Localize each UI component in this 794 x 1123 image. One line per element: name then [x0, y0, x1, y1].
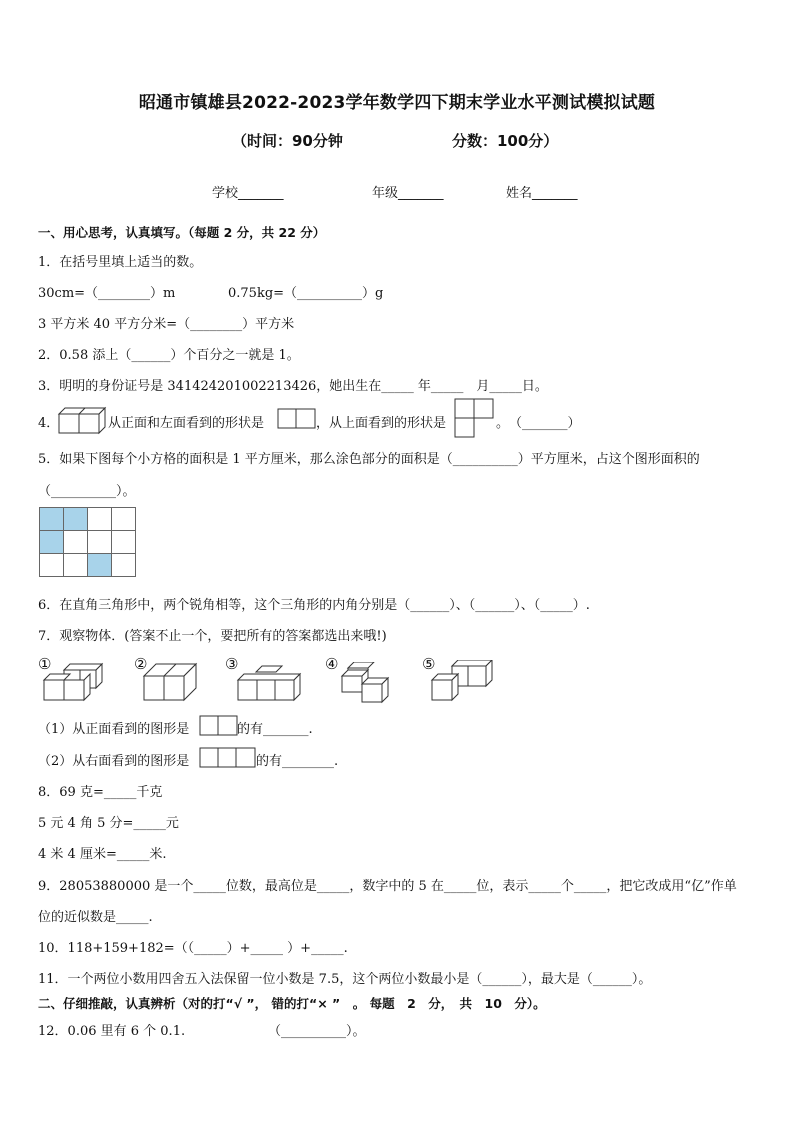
- grid-cell-shaded: [40, 508, 64, 531]
- grid-cell: [88, 531, 112, 554]
- question-12-answer[interactable]: （__________）。: [268, 1024, 366, 1039]
- question-7-part1-answer[interactable]: 的有_______.: [237, 722, 313, 737]
- page-title: 昭通市镇雄县2022-2023学年数学四下期末学业水平测试模拟试题: [138, 93, 656, 113]
- figure-label-2: ②: [134, 655, 148, 673]
- time-label: （时间：90分钟: [232, 132, 343, 150]
- question-8c: 4 米 4 厘米=_____米.: [38, 847, 167, 862]
- question-8a: 8．69 克=_____千克: [38, 785, 163, 800]
- question-4-front: 从正面和左面看到的形状是: [108, 416, 265, 431]
- cube-figure-icon: [57, 401, 107, 435]
- cube-figure-2: [142, 662, 198, 702]
- section-heading-1: 一、用心思考，认真填写。（每题 2 分，共 22 分）: [38, 225, 326, 240]
- right-view-shape: [199, 747, 257, 769]
- figure-label-5: ⑤: [422, 655, 436, 673]
- question-4-top: ，从上面看到的形状是: [316, 416, 447, 431]
- question-1a: 30cm=（________）m: [38, 286, 176, 301]
- figure-label-3: ③: [225, 655, 239, 673]
- question-4-answer[interactable]: 。 （_______）: [496, 416, 581, 431]
- grid-cell-shaded: [64, 508, 88, 531]
- cube-figure-1: [42, 662, 104, 702]
- grid-cell-shaded: [88, 554, 112, 577]
- question-1: 1．在括号里填上适当的数。: [38, 255, 203, 270]
- question-5-line1: 5．如果下图每个小方格的面积是 1 平方厘米，那么涂色部分的面积是（__________）平方厘米，占这个图形面积的: [38, 452, 700, 467]
- grid-cell: [64, 554, 88, 577]
- grid-cell: [112, 508, 136, 531]
- question-12: 12．0.06 里有 6 个 0.1.: [38, 1024, 186, 1039]
- grid-cell-shaded: [40, 531, 64, 554]
- grid-cell: [64, 531, 88, 554]
- question-2: 2．0.58 添上（______）个百分之一就是 1。: [38, 348, 300, 363]
- grid-cell: [40, 554, 64, 577]
- question-7-part1: （1）从正面看到的图形是: [38, 722, 190, 737]
- question-10: 10．118+159+182=（（_____）+_____ ）+_____.: [38, 941, 348, 956]
- grade-field[interactable]: 年级_______: [372, 186, 444, 201]
- question-5-line2[interactable]: （__________）。: [38, 484, 136, 499]
- question-3: 3．明明的身份证号是 341424201002213426，她出生在_____ 年_____ 月_____日。: [38, 379, 548, 394]
- question-1b: 0.75kg=（__________）g: [228, 286, 384, 301]
- question-7-part2: （2）从右面看到的图形是: [38, 754, 190, 769]
- question-7-part2-answer[interactable]: 的有________.: [256, 754, 339, 769]
- question-9-line1: 9．28053880000 是一个_____位数，最高位是_____，数字中的 5 在_____位，表示_____个_____，把它改成用“亿”作单: [38, 879, 737, 894]
- question-8b: 5 元 4 角 5 分=_____元: [38, 816, 179, 831]
- shaded-grid: [39, 507, 136, 577]
- grid-cell: [112, 554, 136, 577]
- name-field[interactable]: 姓名_______: [506, 186, 578, 201]
- section-heading-2: 二、仔细推敲，认真辨析（对的打“√ ”， 错的打“× ” 。 每题 2 分， 共 10 分）。: [38, 996, 546, 1011]
- cube-figure-3: [236, 662, 302, 702]
- score-label: 分数：100分）: [452, 132, 559, 150]
- two-squares-shape: [277, 408, 317, 430]
- grid-cell: [112, 531, 136, 554]
- question-11: 11．一个两位小数用四舍五入法保留一位小数是 7.5，这个两位小数最小是（______），最大是（______）。: [38, 972, 652, 987]
- l-shape-top-view: [454, 398, 494, 438]
- front-view-shape: [199, 715, 239, 737]
- school-field[interactable]: 学校_______: [212, 186, 284, 201]
- question-4-num: 4．: [38, 416, 60, 431]
- question-9-line2: 位的近似数是_____.: [38, 910, 153, 925]
- grid-cell: [88, 508, 112, 531]
- question-7: 7．观察物体．(答案不止一个，要把所有的答案都选出来哦!): [38, 629, 387, 644]
- question-1c: 3 平方米 40 平方分米=（________）平方米: [38, 317, 295, 332]
- figure-label-1: ①: [38, 655, 52, 673]
- question-6: 6．在直角三角形中，两个锐角相等，这个三角形的内角分别是（______）、（______）、（_____）.: [38, 598, 590, 613]
- figure-label-4: ④: [325, 655, 339, 673]
- cube-figure-4: [340, 662, 392, 704]
- cube-figure-5: [430, 660, 494, 702]
